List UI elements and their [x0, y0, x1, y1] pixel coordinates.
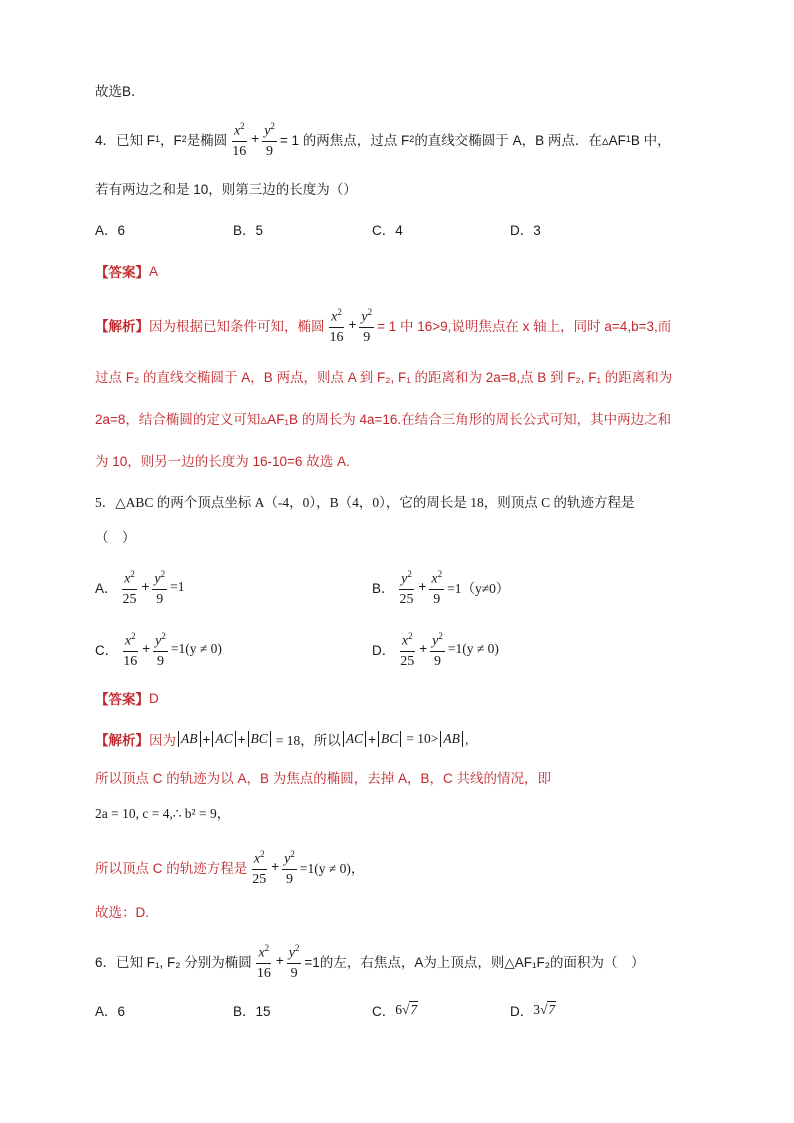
q4-analysis-line3: 2a=8，结合椭圆的定义可知▵AF₁B 的周长为 4a=16.在结合三角形的周长公式可知，其中两边之和: [95, 412, 672, 427]
q4-stem-line2: [95, 178, 357, 198]
q5-stem-paren: （ ）: [95, 530, 136, 545]
q5-analysis-line1: 【解析】 因为 AB + AC + BC = 18，所以 AC + BC = 10> AB ,: [95, 731, 469, 748]
q4-analysis-line4: 为 10，则另一边的长度为 16-10=6 故选 A.: [95, 454, 350, 469]
answer-value: A: [149, 263, 159, 279]
q5-option-b[interactable]: B． $\frac{y^2}{25}$ + $\frac{x^2}{9}$ =1（y≠0）: [372, 566, 509, 608]
q5-analysis-line4: 所以顶点 C 的轨迹方程是 $\frac{x^2}{25}$ + $\frac{y^2}{9}$ =1(y ≠ 0)，: [95, 846, 364, 888]
q6-option-c[interactable]: C． 6 √7: [372, 1002, 418, 1019]
q4-option-c[interactable]: C．4: [372, 223, 403, 238]
q5-analysis-line3: 2a = 10, c = 4,∴ b² = 9，: [95, 806, 231, 821]
q5-option-c[interactable]: C． $\frac{x^2}{16}$ + $\frac{y^2}{9}$ =1(y ≠ 0): [95, 628, 222, 670]
q6-option-d[interactable]: D． 3 √7: [510, 1002, 556, 1019]
q4-text: 的直线交椭圆于 A，B 两点．在▵AF: [414, 132, 626, 148]
q4-fraction-x: $\frac{x^2}{16}$: [230, 118, 248, 160]
q4-prefix: 4．已知 F: [95, 132, 156, 148]
q4-option-b[interactable]: B．5: [233, 223, 264, 238]
q4-analysis-line2: 过点 F₂ 的直线交椭圆于 A，B 两点，则点 A 到 F₂, F₁ 的距离和为 2a=8,点 B 到 F₂, F₁ 的距离和为: [95, 370, 673, 385]
q4-stem-text: 若有两边之和是 10，则第三边的长度为（）: [95, 182, 357, 197]
q4-fraction-y: $\frac{y^2}{9}$: [262, 118, 277, 160]
q4-stem-line1: [95, 118, 671, 160]
q5-analysis-line2: 所以顶点 C 的轨迹为以 A，B 为焦点的椭圆，去掉 A，B，C 共线的情况，即: [95, 771, 552, 786]
analysis-fraction-y: $\frac{y^2}{9}$: [359, 304, 374, 346]
answer-label: 【答案】: [95, 692, 149, 707]
q4-text: 是椭圆: [186, 132, 228, 148]
q5-option-d[interactable]: D． $\frac{x^2}{25}$ + $\frac{y^2}{9}$ =1(y ≠ 0): [372, 628, 499, 670]
q4-analysis-line1: [95, 304, 671, 346]
q5-analysis-line5: 故选：D.: [95, 905, 149, 920]
q5-stem-line1: 5．△ABC 的两个顶点坐标 A（-4，0），B（4，0），它的周长是 18，则顶点 C 的轨迹方程是: [95, 495, 635, 510]
answer-value: D: [149, 690, 159, 706]
analysis-label: 【解析】: [95, 318, 149, 334]
q5-option-a[interactable]: A． $\frac{x^2}{25}$ + $\frac{y^2}{9}$ =1: [95, 566, 185, 608]
analysis-text: 因为根据已知条件可知，椭圆: [149, 318, 325, 334]
q6-option-b[interactable]: B．15: [233, 1004, 271, 1019]
q4-option-d[interactable]: D．3: [510, 223, 541, 238]
q4-text: B 中，: [630, 132, 671, 148]
analysis-label: 【解析】: [95, 733, 149, 748]
q6-stem: 6．已知 F₁, F₂ 分别为椭圆 $\frac{x^2}{16}$ + $\frac{y^2}{9}$ =1的左，右焦点，A为上顶点，则△AF₁F₂的面积为（ ）: [95, 940, 645, 982]
q4-text: = 1 的两焦点，过点 F: [279, 132, 410, 148]
q4-sub: 1: [155, 133, 161, 144]
q4-text: ，F: [160, 132, 182, 148]
analysis-fraction-x: $\frac{x^2}{16}$: [328, 304, 346, 346]
q4-sub: 2: [409, 133, 415, 144]
prev-answer-text: 故选B．: [95, 84, 145, 99]
plus-sign: +: [348, 317, 357, 333]
q4-option-a[interactable]: A．6: [95, 223, 126, 238]
q6-option-a[interactable]: A．6: [95, 1004, 126, 1019]
plus-sign: +: [251, 131, 260, 147]
q4-sub: 2: [181, 133, 187, 144]
q5-answer-line: [95, 688, 159, 708]
answer-label: 【答案】: [95, 265, 149, 280]
q4-answer-line: [95, 261, 158, 281]
analysis-text: = 1 中 16>9,说明焦点在 x 轴上，同时 a=4,b=3,而: [377, 318, 672, 334]
prev-answer-line: [95, 80, 145, 100]
q4-sub: 1: [625, 133, 631, 144]
